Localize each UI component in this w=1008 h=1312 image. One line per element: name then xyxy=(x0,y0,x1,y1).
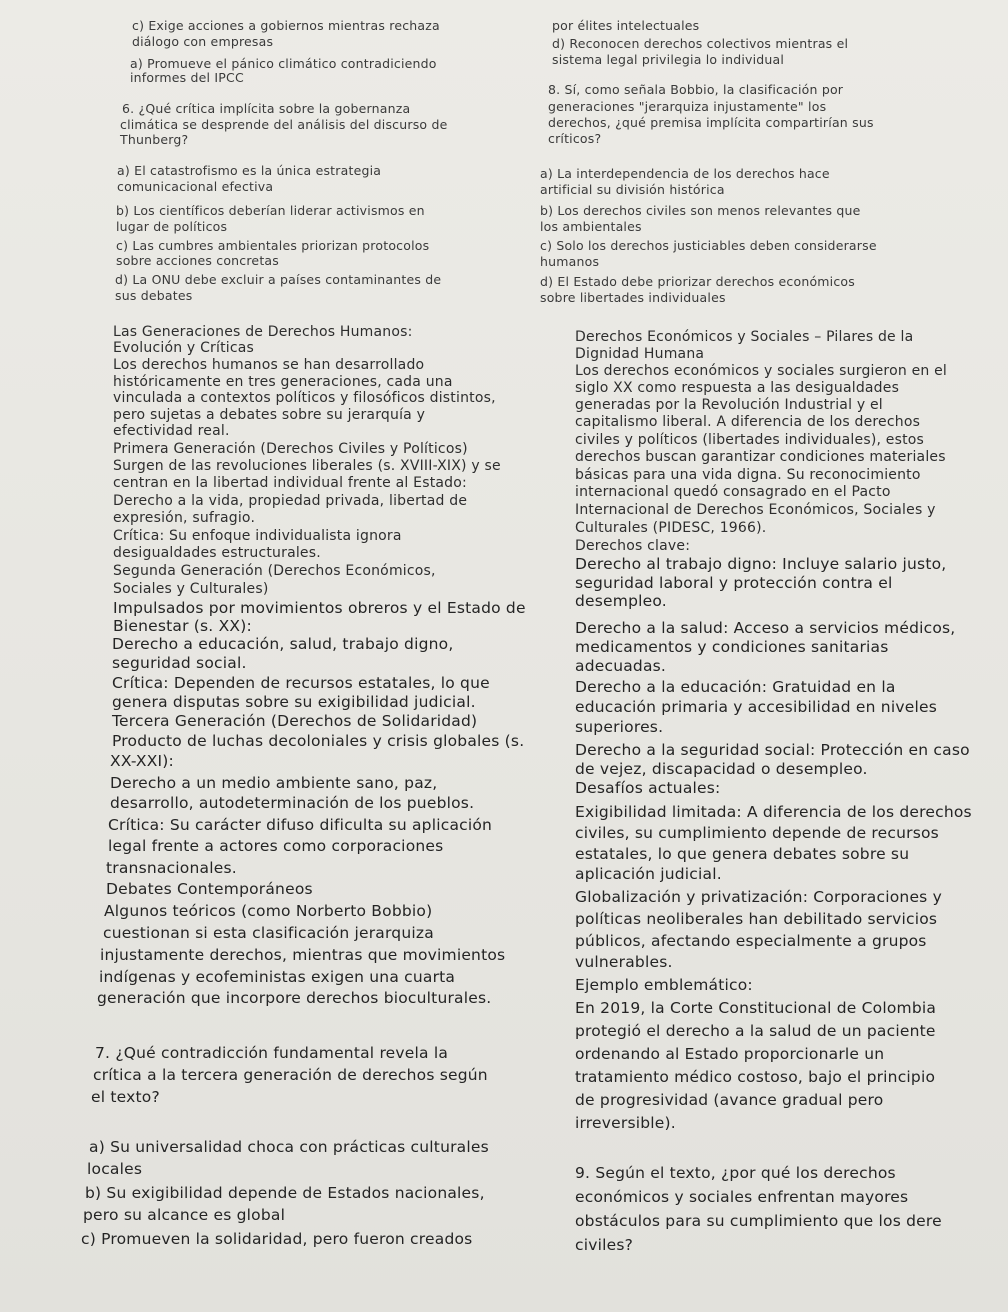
text-line: Derecho a la educación: Gratuidad en la xyxy=(575,678,896,696)
text-line: generaciones "jerarquiza injustamente" los xyxy=(548,99,827,114)
text-line: Culturales (PIDESC, 1966). xyxy=(575,520,767,536)
section-title: Dignidad Humana xyxy=(575,346,705,362)
text-line: protegió el derecho a la salud de un paciente xyxy=(575,1022,936,1040)
text-line: informes del IPCC xyxy=(130,70,244,85)
option-line: a) Su universalidad choca con prácticas culturales xyxy=(89,1138,489,1156)
text-line: Derecho a la seguridad social: Protección en caso xyxy=(575,741,970,759)
option-line: c) Solo los derechos justiciables deben considerarse xyxy=(540,238,877,253)
text-line: Globalización y privatización: Corporaciones y xyxy=(575,888,942,906)
option-line: los ambientales xyxy=(540,219,642,234)
question-6: 6. ¿Qué crítica implícita sobre la gobernanza xyxy=(122,101,411,116)
text-line: legal frente a actores como corporaciones xyxy=(108,837,444,855)
option-line: d) La ONU debe excluir a países contaminantes de xyxy=(115,272,442,287)
option-line: comunicacional efectiva xyxy=(117,179,274,194)
option-line: artificial su división histórica xyxy=(540,182,725,197)
text-line: En 2019, la Corte Constitucional de Colombia xyxy=(575,999,937,1017)
subheading: Tercera Generación (Derechos de Solidaridad) xyxy=(112,712,478,730)
text-line: desarrollo, autodeterminación de los pueblos. xyxy=(110,794,475,812)
text-line: cuestionan si esta clasificación jerarquiza xyxy=(103,924,434,942)
option-line: sus debates xyxy=(115,288,193,303)
text-line: civiles? xyxy=(575,1236,634,1254)
text-line: de vejez, discapacidad o desempleo. xyxy=(575,760,868,778)
option-line: b) Los derechos civiles son menos relevantes que xyxy=(540,203,861,218)
question-9: 9. Según el texto, ¿por qué los derechos xyxy=(575,1164,896,1182)
text-line: estatales, lo que genera debates sobre su xyxy=(575,845,910,863)
text-line: injustamente derechos, mientras que movimientos xyxy=(100,946,506,964)
text-line: vulnerables. xyxy=(575,953,673,971)
text-line: por élites intelectuales xyxy=(552,18,700,33)
text-line: Impulsados por movimientos obreros y el Estado de xyxy=(113,599,526,617)
text-line: Surgen de las revoluciones liberales (s. XVIII-XIX) y se xyxy=(113,458,501,474)
text-line: seguridad social. xyxy=(112,654,247,672)
text-line: históricamente en tres generaciones, cada una xyxy=(113,374,453,390)
text-line: Algunos teóricos (como Norberto Bobbio) xyxy=(104,902,433,920)
text-line: públicos, afectando especialmente a grupos xyxy=(575,932,927,950)
text-line: medicamentos y condiciones sanitarias xyxy=(575,638,889,656)
text-line: Internacional de Derechos Económicos, Sociales y xyxy=(575,502,936,518)
text-line: siglo XX como respuesta a las desigualdades xyxy=(575,380,900,396)
text-line: generación que incorpore derechos bioculturales. xyxy=(97,989,492,1007)
option-line: humanos xyxy=(540,254,600,269)
text-line: básicas para una vida digna. Su reconocimiento xyxy=(575,467,921,483)
text-line: capitalismo liberal. A diferencia de los derechos xyxy=(575,414,921,430)
option-line: sobre libertades individuales xyxy=(540,290,726,305)
subheading: Debates Contemporáneos xyxy=(106,880,313,898)
text-line: indígenas y ecofeministas exigen una cuarta xyxy=(99,968,456,986)
text-line: civiles, su cumplimiento depende de recursos xyxy=(575,824,939,842)
text-line: económicos y sociales enfrentan mayores xyxy=(575,1188,909,1206)
subheading: Sociales y Culturales) xyxy=(113,581,269,597)
text-line: genera disputas sobre su exigibilidad judicial. xyxy=(112,693,476,711)
text-line: Producto de luchas decoloniales y crisis globales (s. xyxy=(112,732,525,750)
text-line: Derecho al trabajo digno: Incluye salario justo, xyxy=(575,555,947,573)
text-line: Derecho a la salud: Acceso a servicios médicos, xyxy=(575,619,956,637)
subheading: Segunda Generación (Derechos Económicos, xyxy=(113,563,436,579)
option-line: pero su alcance es global xyxy=(83,1206,286,1224)
text-line: generadas por la Revolución Industrial y el xyxy=(575,397,883,413)
text-line: políticas neoliberales han debilitado servicios xyxy=(575,910,938,928)
text-line: de progresividad (avance gradual pero xyxy=(575,1091,884,1109)
option-line: d) El Estado debe priorizar derechos económicos xyxy=(540,274,855,289)
text-line: centran en la libertad individual frente al Estado: xyxy=(113,475,467,491)
text-line: seguridad laboral y protección contra el xyxy=(575,574,893,592)
text-line: pero sujetas a debates sobre su jerarquía y xyxy=(113,407,426,423)
text-line: obstáculos para su cumplimiento que los dere xyxy=(575,1212,942,1230)
text-line: civiles y políticos (libertades individuales), estos xyxy=(575,432,925,448)
text-line: educación primaria y accesibilidad en niveles xyxy=(575,698,937,716)
text-line: Exigibilidad limitada: A diferencia de los derechos xyxy=(575,803,972,821)
question-7: 7. ¿Qué contradicción fundamental revela la xyxy=(95,1044,449,1062)
option-line: lugar de políticos xyxy=(116,219,228,234)
text-line: derechos buscan garantizar condiciones materiales xyxy=(575,449,946,465)
option-line: locales xyxy=(87,1160,143,1178)
text-line: Crítica: Su enfoque individualista ignora xyxy=(113,528,402,544)
text-line: climática se desprende del análisis del discurso de xyxy=(120,117,448,132)
text-line: c) Exige acciones a gobiernos mientras rechaza xyxy=(132,18,440,33)
section-title: Derechos Económicos y Sociales – Pilares de la xyxy=(575,329,914,345)
text-line: Derecho a la vida, propiedad privada, libertad de xyxy=(113,493,468,509)
text-line: efectividad real. xyxy=(113,423,230,439)
text-line: irreversible). xyxy=(575,1114,676,1132)
option-line: b) Los científicos deberían liderar activismos en xyxy=(116,203,425,218)
option-line: d) Reconocen derechos colectivos mientras el xyxy=(552,36,849,51)
text-line: Bienestar (s. XX): xyxy=(113,617,252,635)
text-line: tratamiento médico costoso, bajo el principio xyxy=(575,1068,936,1086)
text-line: críticos? xyxy=(548,131,602,146)
option-line: a) La interdependencia de los derechos hace xyxy=(540,166,830,181)
text-line: ordenando al Estado proporcionarle un xyxy=(575,1045,885,1063)
text-line: aplicación judicial. xyxy=(575,865,722,883)
option-line: b) Su exigibilidad depende de Estados nacionales, xyxy=(85,1184,485,1202)
text-line: el texto? xyxy=(91,1088,160,1106)
text-line: derechos, ¿qué premisa implícita compartirían sus xyxy=(548,115,874,130)
question-8: 8. Sí, como señala Bobbio, la clasificación por xyxy=(548,82,844,97)
subheading: Derechos clave: xyxy=(575,538,691,554)
subheading: Desafíos actuales: xyxy=(575,779,721,797)
option-line: c) Las cumbres ambientales priorizan protocolos xyxy=(116,238,430,253)
text-line: Derecho a educación, salud, trabajo digno, xyxy=(112,635,454,653)
text-line: expresión, sufragio. xyxy=(113,510,256,526)
text-line: Los derechos económicos y sociales surgieron en el xyxy=(575,363,948,379)
text-line: vinculada a contextos políticos y filosóficos distintos, xyxy=(113,390,496,406)
text-line: Crítica: Su carácter difuso dificulta su aplicación xyxy=(108,816,493,834)
text-line: superiores. xyxy=(575,718,664,736)
option-line: sistema legal privilegia lo individual xyxy=(552,52,785,67)
subheading: Ejemplo emblemático: xyxy=(575,976,753,994)
text-line: crítica a la tercera generación de derechos según xyxy=(93,1066,488,1084)
subheading: Primera Generación (Derechos Civiles y Políticos) xyxy=(113,441,468,457)
text-line: Derecho a un medio ambiente sano, paz, xyxy=(110,774,438,792)
option-line: c) Promueven la solidaridad, pero fueron creados xyxy=(81,1230,473,1248)
option-line: sobre acciones concretas xyxy=(116,253,279,268)
text-line: desigualdades estructurales. xyxy=(113,545,321,561)
text-line: transnacionales. xyxy=(106,859,237,877)
text-line: Thunberg? xyxy=(120,132,189,147)
text-line: desempleo. xyxy=(575,592,667,610)
text-line: diálogo con empresas xyxy=(132,34,274,49)
option-line: a) El catastrofismo es la única estrategia xyxy=(117,163,382,178)
text-line: internacional quedó consagrado en el Pacto xyxy=(575,484,891,500)
text-line: a) Promueve el pánico climático contradiciendo xyxy=(130,56,437,71)
text-line: Crítica: Dependen de recursos estatales, lo que xyxy=(112,674,490,692)
text-line: adecuadas. xyxy=(575,657,667,675)
text-line: Los derechos humanos se han desarrollado xyxy=(113,357,425,373)
section-title: Las Generaciones de Derechos Humanos: xyxy=(113,324,413,340)
text-line: XX-XXI): xyxy=(110,752,174,770)
section-title: Evolución y Críticas xyxy=(113,340,255,356)
